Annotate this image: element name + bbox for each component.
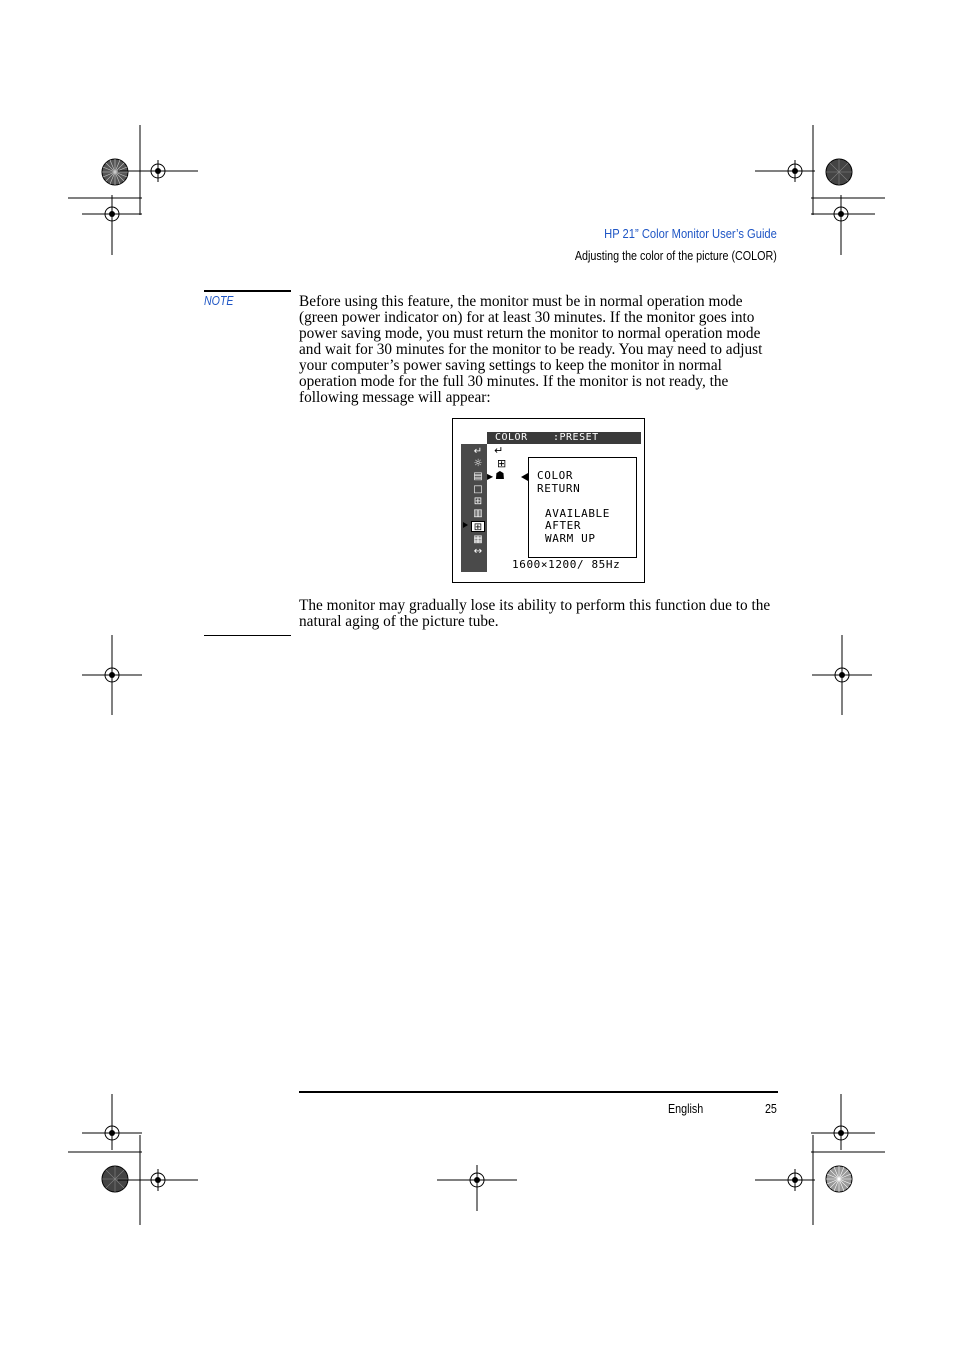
crosshair-mark-11 [755,1135,835,1225]
convergence-icon: ⊞ [473,496,483,507]
sub-return-icon: ↵ [494,444,504,457]
crosshair-mark-9 [118,1135,198,1225]
note-paragraph-1: Before using this feature, the monitor must be in normal operation mode (green power indicator on) for at least 30 minutes. If the monitor goes into power saving mode, you must return the monitor to normal operation mode and wait for 30 minutes for the monitor to be ready. You may need to adjust your computer’s power saving settings to keep the monitor in normal operation mode for the full 30 minutes. If the monitor is not ready, the following message will appear: [299,293,763,406]
osd-title-bar [487,432,641,444]
sub-color-icon: ⊞ [497,457,507,470]
osd-message-line-1: COLOR [537,469,574,482]
osd-resolution: 1600×1200/ 85Hz [512,558,621,571]
osd-message-line-3: AVAILABLE [545,507,611,520]
crosshair-mark-5 [82,635,142,715]
crosshair-mark-10 [437,1165,517,1211]
pin-icon: ▥ [473,508,483,519]
note-bottom-rule [204,635,291,636]
lock-icon: ↔ [473,546,483,557]
header-subtitle: Adjusting the color of the picture (COLOR) [575,249,777,263]
osd-message-line-2: RETURN [537,482,581,495]
osd-title-left: COLOR [495,432,528,443]
size-icon: ▤ [473,471,483,482]
osd-message-line-5: WARM UP [545,532,596,545]
note-label: NOTE [204,294,234,308]
color-icon: ⊞ [471,521,485,532]
osd-title-right: :PRESET [553,432,599,443]
footer-rule [299,1091,778,1093]
selection-arrow-icon [463,522,468,528]
sub-user-icon: ☗ [495,469,505,482]
message-pointer-icon [521,473,528,481]
geometry-icon: □ [473,484,483,495]
header-title: HP 21” Color Monitor User’s Guide [604,226,777,241]
options-icon: ▦ [473,534,483,545]
crosshair-mark-4 [805,195,885,255]
note-paragraph-2: The monitor may gradually lose its ability to perform this function due to the natural aging of the picture tube. [299,597,771,630]
crosshair-mark-6 [812,635,872,715]
brightness-icon: ☼ [473,458,483,469]
page-number: 25 [765,1102,777,1116]
return-icon: ↵ [473,446,483,457]
footer-language: English [668,1102,704,1116]
note-top-rule [204,290,291,292]
crosshair-mark-2 [68,195,148,255]
sub-arrow-icon: ▶ [487,472,494,481]
osd-message-line-4: AFTER [545,519,582,532]
osd-message-box [528,457,637,558]
